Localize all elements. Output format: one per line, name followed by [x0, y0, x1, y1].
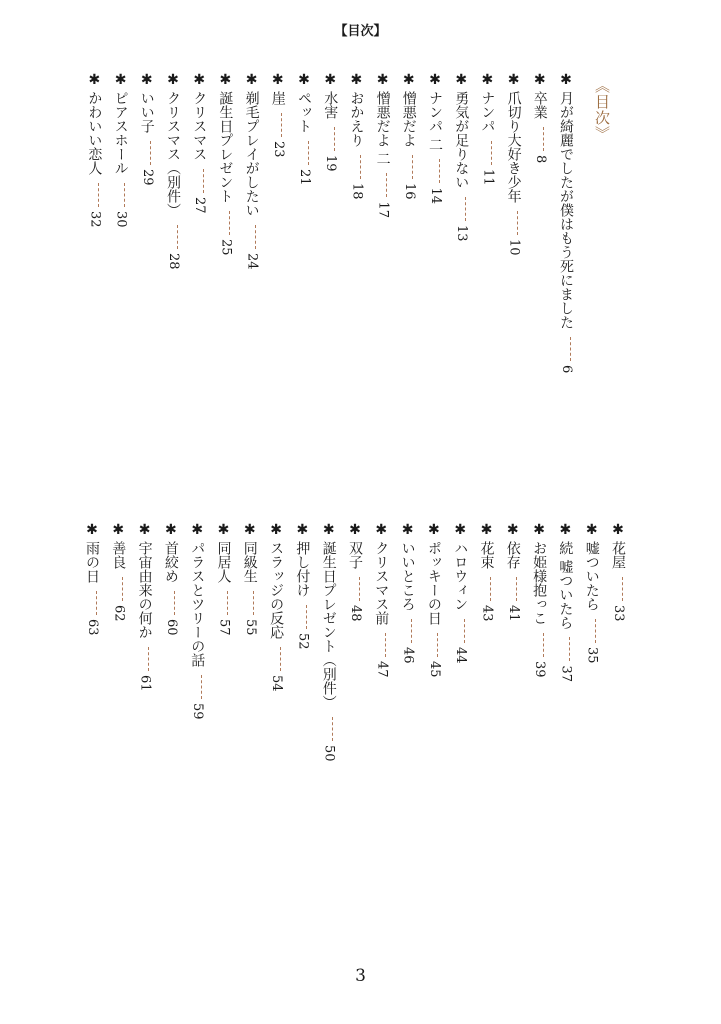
toc-entry-page: 23: [270, 141, 286, 158]
asterisk-icon: ✱: [557, 522, 574, 538]
dotted-leader: [308, 141, 309, 165]
toc-entry[interactable]: [372, 72, 394, 218]
asterisk-icon: ✱: [215, 522, 232, 538]
dotted-leader: [464, 619, 465, 643]
dotted-leader: [517, 211, 518, 235]
asterisk-icon: ✱: [112, 72, 129, 88]
toc-entry[interactable]: [607, 522, 629, 622]
toc-entry-title: 剃毛プレイがしたい: [243, 91, 260, 217]
toc-entry-title: いいところ: [399, 541, 416, 611]
asterisk-icon: ✱: [136, 522, 153, 538]
toc-entry[interactable]: [318, 522, 340, 762]
toc-entry-page: 37: [558, 665, 574, 682]
toc-entry[interactable]: [476, 522, 498, 622]
dotted-leader: [595, 619, 596, 643]
toc-entry[interactable]: [265, 522, 287, 692]
asterisk-icon: ✱: [453, 72, 470, 88]
toc-entry[interactable]: [424, 72, 446, 204]
toc-entry-title: ペット: [296, 91, 312, 133]
toc-entry-page: 50: [321, 745, 337, 762]
asterisk-icon: ✱: [478, 522, 495, 538]
asterisk-icon: ✱: [320, 522, 337, 538]
dotted-leader: [439, 159, 440, 183]
asterisk-icon: ✱: [610, 522, 626, 538]
toc-entry-page: 16: [401, 183, 417, 200]
toc-entry-page: 24: [244, 253, 260, 270]
dotted-leader: [332, 717, 333, 741]
toc-entry[interactable]: [110, 72, 132, 228]
asterisk-icon: ✱: [189, 522, 206, 538]
toc-entry-title: クリスマス（別件）: [165, 91, 181, 217]
toc-entry-title: 嘘ついたら: [583, 541, 600, 611]
toc-entry[interactable]: [503, 72, 525, 256]
asterisk-icon: ✱: [373, 522, 390, 538]
toc-entry-title: ハロウィン: [452, 541, 469, 611]
toc-entry-title: 勇気が足りない: [453, 91, 470, 189]
asterisk-icon: ✱: [348, 72, 365, 88]
toc-entry-title: 花束: [478, 541, 495, 569]
dotted-leader: [229, 211, 230, 235]
dotted-leader: [253, 591, 254, 615]
dotted-leader: [569, 637, 570, 661]
toc-entry-title: 善良: [110, 541, 127, 569]
toc-entry[interactable]: [581, 522, 603, 664]
toc-entry[interactable]: [423, 522, 445, 678]
dotted-leader: [543, 633, 544, 657]
toc-entry-page: 62: [111, 605, 127, 622]
toc-entry-page: 29: [139, 169, 155, 186]
toc-entry-title: 同居人: [215, 541, 232, 583]
dotted-leader: [280, 647, 281, 671]
dotted-leader: [122, 577, 123, 601]
toc-entry-title: 水害: [322, 91, 339, 119]
toc-entry[interactable]: [554, 522, 576, 682]
toc-entry-title: 押し付け: [294, 541, 311, 597]
toc-entry-page: 32: [87, 211, 103, 228]
toc-entry-page: 30: [113, 211, 129, 228]
toc-entry[interactable]: [160, 522, 182, 636]
toc-entry-title: パラスとツリーの話: [189, 541, 206, 667]
dotted-leader: [465, 197, 466, 221]
asterisk-icon: ✱: [347, 522, 363, 538]
toc-entry-title: 爪切り大好き少年: [505, 91, 522, 203]
toc-entry-title: ナンパ 二: [427, 91, 443, 152]
toc-entry-page: 27: [192, 197, 208, 214]
dotted-leader: [543, 127, 544, 151]
toc-entry-page: 10: [506, 239, 522, 256]
dotted-leader: [570, 337, 571, 361]
toc-entry[interactable]: [293, 72, 315, 186]
dotted-leader: [148, 647, 149, 671]
toc-entry[interactable]: [319, 72, 341, 172]
toc-entry-page: 52: [295, 633, 311, 650]
toc-entry[interactable]: [188, 72, 210, 214]
toc-entry-page: 35: [584, 647, 600, 664]
dotted-leader: [98, 183, 99, 207]
toc-entry-page: 46: [400, 647, 416, 664]
toc-entry[interactable]: [162, 72, 184, 270]
toc-entry[interactable]: [370, 522, 392, 678]
toc-entry[interactable]: [186, 522, 208, 720]
toc-entry-title: おかえり: [348, 91, 365, 147]
dotted-leader: [385, 633, 386, 657]
toc-entry-page: 25: [218, 239, 234, 256]
dotted-leader: [174, 591, 175, 615]
dotted-leader: [306, 605, 307, 629]
toc-entry[interactable]: [267, 72, 289, 158]
toc-entry-page: 21: [297, 169, 312, 186]
toc-entry[interactable]: [213, 522, 235, 636]
asterisk-icon: ✱: [425, 522, 442, 538]
dotted-leader: [490, 577, 491, 601]
toc-entry-title: 雨の日: [84, 541, 100, 583]
asterisk-icon: ✱: [268, 522, 285, 538]
dotted-leader: [177, 225, 178, 249]
toc-entry-title: 卒業: [531, 91, 548, 119]
toc-entry-title: ポッキーの日: [425, 541, 442, 625]
toc-entry[interactable]: [528, 522, 550, 678]
toc-entry-title: 花屋: [610, 541, 626, 569]
toc-entry-page: 45: [426, 661, 442, 678]
toc-entry-page: 63: [85, 619, 100, 636]
toc-entry[interactable]: [398, 72, 420, 200]
toc-entry-page: 61: [137, 675, 153, 692]
toc-entry[interactable]: [450, 72, 472, 242]
dotted-leader: [386, 173, 387, 197]
toc-entry-page: 33: [611, 605, 626, 622]
toc-entry-page: 60: [163, 619, 179, 636]
toc-entry-page: 11: [480, 169, 496, 186]
toc-entry[interactable]: [214, 72, 236, 256]
dotted-leader: [411, 619, 412, 643]
toc-entry-page: 57: [216, 619, 232, 636]
dotted-leader: [622, 577, 623, 601]
asterisk-icon: ✱: [531, 72, 548, 88]
dotted-leader: [516, 577, 517, 601]
toc-entry-page: 55: [242, 619, 258, 636]
toc-entry-page: 14: [428, 187, 443, 204]
toc-entry-title: 月が綺麗でしたが僕はもう死にました: [558, 91, 574, 329]
page-header-title: 【目次】: [334, 24, 387, 39]
toc-entry-title: いい子: [138, 91, 155, 133]
dotted-leader: [96, 591, 97, 615]
toc-heading: 《目次》: [593, 78, 611, 142]
asterisk-icon: ✱: [110, 522, 127, 538]
dotted-leader: [227, 591, 228, 615]
toc-entry[interactable]: [397, 522, 419, 664]
dotted-leader: [281, 113, 282, 137]
toc-entry-title: ナンパ: [479, 91, 496, 133]
page-number: 3: [355, 966, 366, 986]
toc-entry[interactable]: [83, 72, 105, 228]
dotted-leader: [491, 141, 492, 165]
toc-entry-page: 41: [505, 605, 521, 622]
toc-entry[interactable]: [239, 522, 261, 636]
asterisk-icon: ✱: [479, 72, 496, 88]
toc-entry-title: クリスマス前: [373, 541, 390, 625]
toc-entry-page: 19: [323, 155, 339, 172]
toc-entry[interactable]: [241, 72, 263, 270]
toc-entry-title: かわいい恋人: [86, 91, 103, 175]
toc-entry[interactable]: [555, 72, 577, 373]
toc-entry-title: 首絞め: [162, 541, 179, 583]
toc-entry-page: 18: [349, 183, 365, 200]
toc-entry-title: 憎悪だよ 二: [374, 91, 391, 166]
asterisk-icon: ✱: [191, 72, 208, 88]
toc-entry[interactable]: [449, 522, 471, 664]
toc-entry-title: 双子: [347, 541, 363, 569]
toc-entry-page: 43: [479, 605, 495, 622]
toc-entry-page: 59: [190, 703, 206, 720]
toc-entry-page: 6: [559, 365, 574, 374]
toc-entry-title: クリスマス: [191, 91, 208, 161]
toc-entry-page: 54: [269, 675, 285, 692]
asterisk-icon: ✱: [322, 72, 339, 88]
dotted-leader: [360, 155, 361, 179]
asterisk-icon: ✱: [162, 522, 179, 538]
dotted-leader: [124, 183, 125, 207]
toc-entry-page: 39: [532, 661, 548, 678]
toc-entry-page: 17: [375, 201, 391, 218]
toc-entry-title: 憎悪だよ: [400, 91, 417, 147]
toc-entry-title: 誕生日プレゼント（別件）: [320, 541, 337, 709]
toc-entry[interactable]: [345, 72, 367, 200]
asterisk-icon: ✱: [269, 72, 286, 88]
toc-entry[interactable]: [136, 72, 158, 186]
asterisk-icon: ✱: [399, 522, 416, 538]
asterisk-icon: ✱: [531, 522, 548, 538]
toc-entry-title: 崖: [269, 91, 286, 105]
toc-entry[interactable]: [502, 522, 524, 622]
toc-entry[interactable]: [81, 522, 103, 636]
toc-entry-title: 宇宙由来の何か: [136, 541, 153, 639]
dotted-leader: [437, 633, 438, 657]
asterisk-icon: ✱: [243, 72, 260, 88]
asterisk-icon: ✱: [241, 522, 258, 538]
asterisk-icon: ✱: [138, 72, 155, 88]
asterisk-icon: ✱: [558, 72, 574, 88]
asterisk-icon: ✱: [217, 72, 234, 88]
toc-entry-page: 28: [166, 253, 181, 270]
toc-entry-title: ピアスホール: [112, 91, 129, 175]
dotted-leader: [334, 127, 335, 151]
toc-entry-page: 8: [532, 155, 548, 164]
toc-entry-page: 13: [454, 225, 470, 242]
asterisk-icon: ✱: [400, 72, 417, 88]
dotted-leader: [255, 225, 256, 249]
dotted-leader: [150, 141, 151, 165]
toc-entry[interactable]: [529, 72, 551, 163]
asterisk-icon: ✱: [84, 522, 100, 538]
toc-entry[interactable]: [344, 522, 366, 622]
toc-entry-page: 48: [348, 605, 363, 622]
asterisk-icon: ✱: [374, 72, 391, 88]
toc-entry[interactable]: [476, 72, 498, 186]
toc-entry-title: 同級生: [241, 541, 258, 583]
toc-entry[interactable]: [134, 522, 156, 692]
toc-entry-page: 44: [453, 647, 469, 664]
asterisk-icon: ✱: [505, 72, 522, 88]
toc-entry-title: 続 嘘ついたら: [557, 541, 574, 630]
dotted-leader: [359, 577, 360, 601]
asterisk-icon: ✱: [86, 72, 103, 88]
toc-entry-title: 依存: [504, 541, 521, 569]
asterisk-icon: ✱: [165, 72, 181, 88]
asterisk-icon: ✱: [452, 522, 469, 538]
toc-entry-title: 誕生日プレゼント: [217, 91, 234, 203]
asterisk-icon: ✱: [504, 522, 521, 538]
asterisk-icon: ✱: [296, 72, 312, 88]
asterisk-icon: ✱: [427, 72, 443, 88]
asterisk-icon: ✱: [294, 522, 311, 538]
toc-entry-title: お姫様抱っこ: [531, 541, 548, 625]
toc-entry[interactable]: [107, 522, 129, 622]
dotted-leader: [201, 675, 202, 699]
asterisk-icon: ✱: [583, 522, 600, 538]
toc-entry-title: スラッジの反応: [268, 541, 285, 639]
toc-entry[interactable]: [291, 522, 313, 650]
toc-entry-page: 47: [374, 661, 390, 678]
dotted-leader: [203, 169, 204, 193]
dotted-leader: [412, 155, 413, 179]
